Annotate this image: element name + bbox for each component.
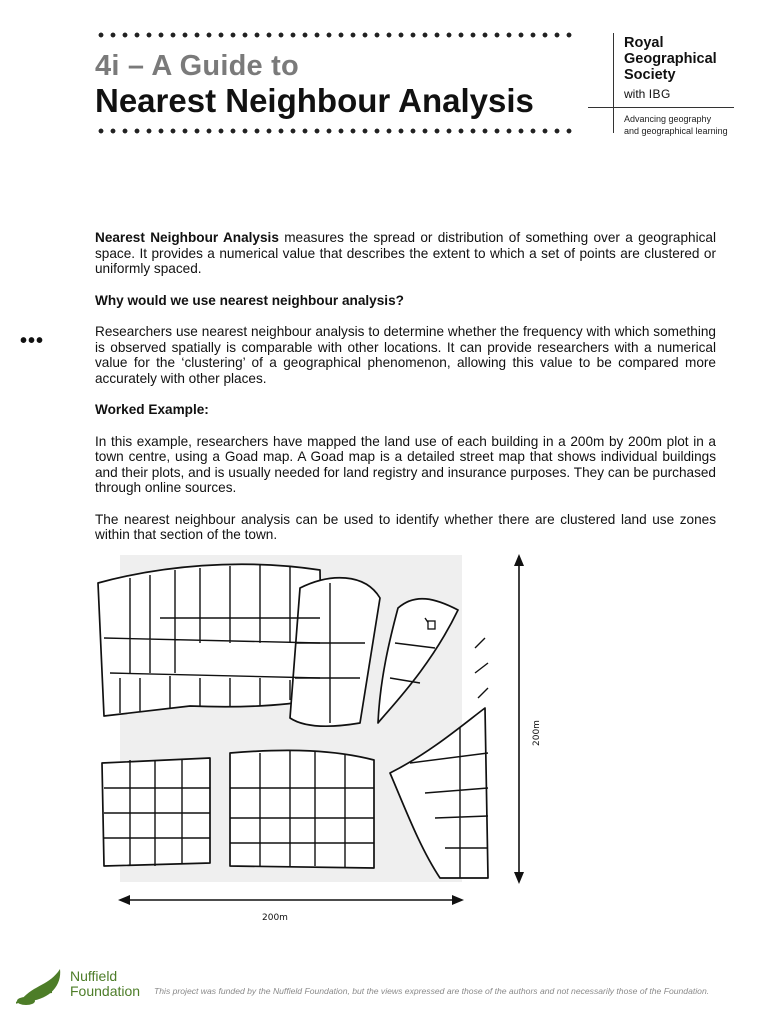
nuffield-leaf-icon: [16, 963, 70, 1008]
goad-map-drawing: [90, 548, 560, 930]
page-subtitle: 4i – A Guide to: [95, 50, 299, 82]
question-heading: Why would we use nearest neighbour analysis?: [95, 292, 404, 308]
intro-paragraph: Nearest Neighbour Analysis measures the spread or distribution of something over a geographical space. It provides a numerical value that describes the extent to which a set of points are clustered or uniformly spaced.: [95, 230, 716, 276]
top-dotted-rule: [95, 31, 573, 39]
height-label: 200m: [532, 720, 542, 746]
nuffield-name: Nuffield Foundation: [70, 968, 141, 999]
bottom-dotted-rule: [95, 127, 573, 135]
small-building: [428, 621, 435, 629]
rgs-logo: [588, 33, 748, 143]
logo-with-ibg: with IBG: [624, 87, 671, 101]
funding-footnote: This project was funded by the Nuffield Foundation, but the views expressed are those of the authors and not necessarily those of the Foundation.: [154, 986, 710, 996]
nuffield-logo: [16, 963, 146, 1008]
block-bottom-middle: [230, 750, 374, 868]
width-label: 200m: [262, 913, 288, 923]
article-body: [95, 230, 716, 559]
worked-example-heading: Worked Example:: [95, 402, 209, 417]
block-bottom-left: [102, 758, 210, 866]
paragraph-researchers: Researchers use nearest neighbour analysis to determine whether the frequency with which something is observed spatially is comparable with other locations. It can provide researchers with a numerical value for the ‘clustering’ of a geographical phenomenon, allowing this value to be compared more accurately with other places.: [95, 324, 716, 386]
logo-name: Royal Geographical Society: [624, 35, 717, 83]
ellipsis-icon[interactable]: •••: [20, 330, 45, 352]
paragraph-nearest-neighbour: The nearest neighbour analysis can be used to identify whether there are clustered land use zones within that section of the town.: [95, 511, 716, 542]
paragraph-example: In this example, researchers have mapped the land use of each building in a 200m by 200m plot in a town centre, using a Goad map. A Goad map is a detailed street map that shows individual buildings and their plots, and is usually needed for land registry and insurance purposes. They can be purchased through online sources.: [95, 433, 716, 495]
logo-vertical-rule: [613, 33, 614, 133]
logo-horizontal-rule: [588, 107, 734, 108]
page-title: Nearest Neighbour Analysis: [95, 82, 534, 119]
logo-tagline: Advancing geography and geographical learning: [624, 114, 728, 136]
goad-map: [90, 548, 560, 930]
